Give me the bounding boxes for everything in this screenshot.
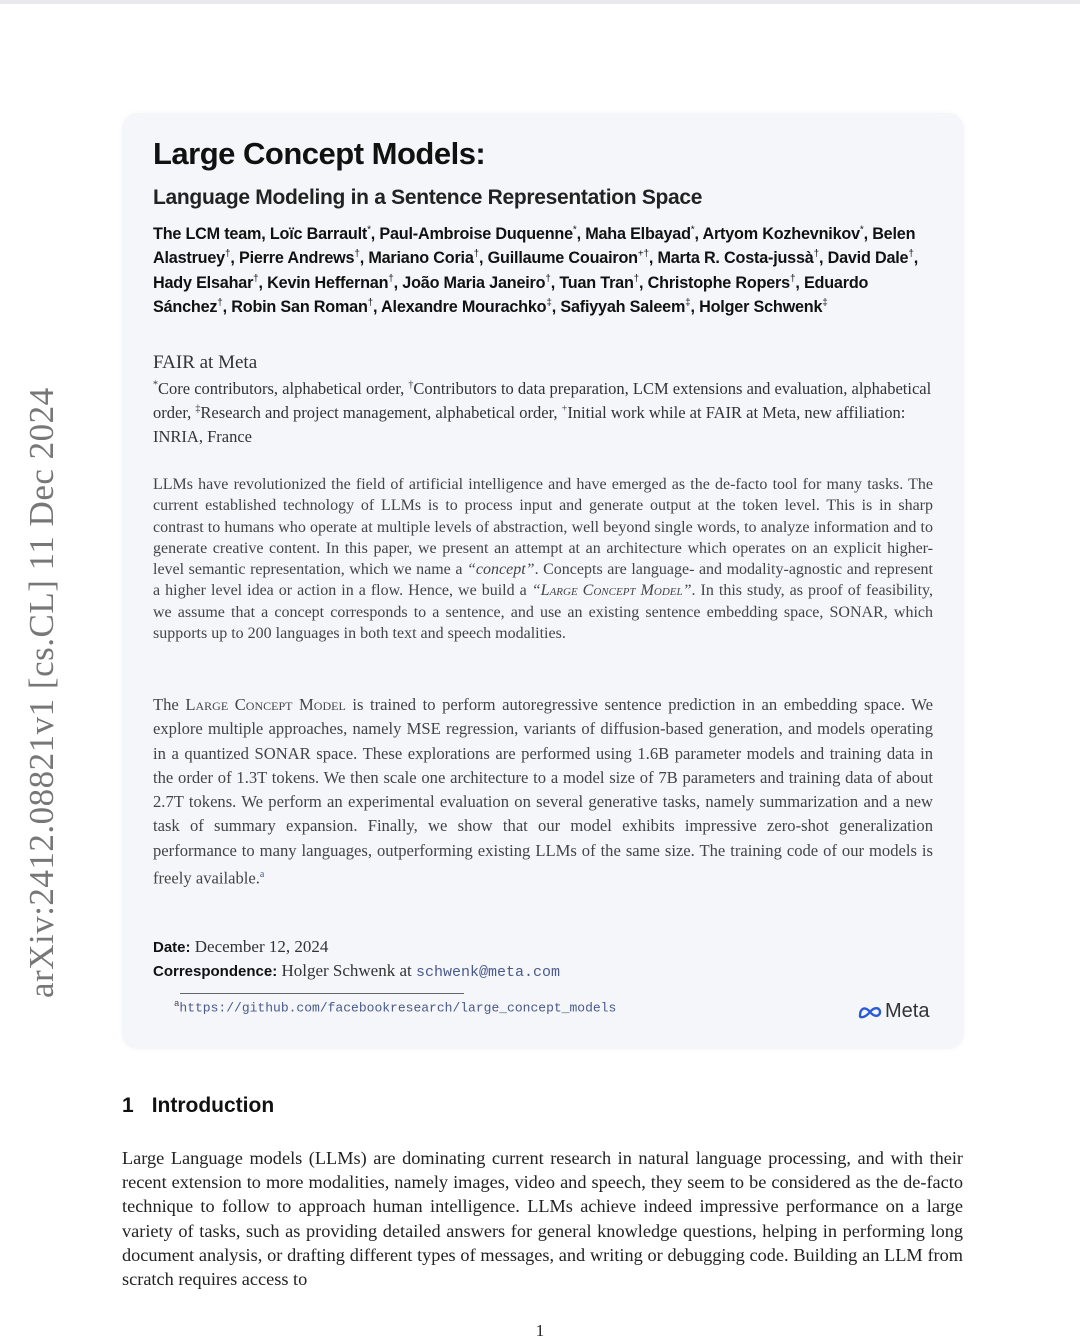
abstract-text: “Large Concept Model” (531, 582, 692, 600)
author-mark: † (789, 273, 796, 285)
author-name: The LCM team (153, 225, 262, 243)
author-name: Mariano Coria (368, 249, 474, 268)
note-mark: † (408, 379, 414, 391)
section-number: 1 (122, 1094, 134, 1117)
footnote-ref: a (259, 869, 265, 881)
correspondence-label: Correspondence: (153, 963, 278, 980)
paper-subtitle: Language Modeling in a Sentence Representation Space (153, 186, 703, 209)
abstract-text: . Concepts are language- and modality-agnostic and represent a higher level idea or action in a flow. Hence, we build a (153, 561, 934, 600)
author-name: João Maria Janeiro (402, 273, 546, 292)
author-list: The LCM team, Loïc Barrault*, Paul-Ambroise Duquenne*, Maha Elbayad*, Artyom Kozhevnikov*, Belen Alastruey†, Pierre Andrews†, Mariano Coria†, Guillaume Couairon+†, Marta R. Costa-jussà†, David Dale†, Hady Elsahar†, Kevin Heffernan†, João Maria Janeiro†, Tuan Tran†, Christophe Ropers†, Eduardo Sánchez†, Robin San Roman†, Alexandre Mourachko‡, Safiyyah Saleem‡, Holger Schwenk‡ (153, 224, 919, 316)
abstract-paragraph-1 (153, 474, 933, 644)
note-mark: ‡ (195, 403, 201, 415)
author-name: Belen Alastruey (153, 225, 916, 268)
author-mark: † (253, 273, 259, 285)
note-mark: + (561, 403, 568, 415)
author-mark: * (690, 224, 695, 236)
author-name: Eduardo Sánchez (153, 273, 869, 316)
arxiv-identifier: arXiv:2412.08821v1 [cs.CL] 11 Dec 2024 (22, 387, 61, 998)
author-mark: † (545, 273, 551, 285)
author-mark: † (354, 248, 360, 260)
author-name: David Dale (827, 249, 909, 268)
viewer-top-bar (0, 0, 1080, 4)
footnote-url-link[interactable]: https://github.com/facebookresearch/large_concept_models (179, 1000, 617, 1016)
footnote (174, 999, 616, 1015)
author-mark: ‡ (822, 297, 828, 309)
meta-logo (857, 1000, 929, 1023)
section-heading (122, 1094, 274, 1118)
author-name: Marta R. Costa-jussà (657, 249, 814, 268)
author-mark: † (388, 273, 394, 285)
abstract-text: LLMs have revolutionized the field of artificial intelligence and have emerged as the de-facto tool for many tasks. The current established technology of LLMs is to process input and generate output at the token level. This is in sharp contrast to humans who operate at multiple levels of abstraction, well beyond single words, to analyze information and to generate creative content. In this paper, we present an attempt at an architecture which operates on an explicit higher-level semantic representation, which we name a (153, 476, 933, 579)
abstract-paragraph-2 (153, 693, 933, 891)
author-name: Kevin Heffernan (267, 273, 389, 292)
author-mark: ‡ (685, 297, 691, 309)
author-name: Artyom Kozhevnikov (702, 225, 860, 243)
author-mark: * (572, 224, 577, 236)
correspondence-line (153, 961, 560, 981)
author-name: Robin San Roman (231, 297, 368, 316)
footnote-mark: a (174, 999, 180, 1009)
abstract-text: is trained to perform autoregressive sentence prediction in an embedding space. We explore multiple approaches, namely MSE regression, variants of diffusion-based generation, and models operating in a quantized SONAR space. These explorations are performed using 1.6B parameter models and training data in the order of 1.3T tokens. We then scale one architecture to a model size of 7B parameters and training data of about 2.7T tokens. We perform an experimental evaluation on several generative tasks, namely summarization and a new task of summary expansion. Finally, we show that our model exhibits impressive zero-shot generalization performance to many languages, outperforming existing LLMs of the same size. The training code of our models is freely available. (153, 695, 933, 888)
meta-infinity-icon (857, 1004, 883, 1020)
author-mark: † (908, 248, 914, 260)
author-name: Pierre Andrews (238, 249, 355, 268)
note-text: Core contributors, alphabetical order, (158, 379, 409, 398)
note-text: Initial work while at FAIR at Meta, new affiliation: INRIA, France (153, 403, 906, 447)
author-mark: † (367, 297, 374, 309)
page-number: 1 (535, 1321, 545, 1340)
note-text: Research and project management, alphabetical order, (200, 403, 562, 423)
author-mark: † (633, 273, 640, 285)
author-mark: † (217, 297, 223, 309)
section-title: Introduction (151, 1094, 275, 1117)
note-text: Contributors to data preparation, LCM extensions and evaluation, alphabetical order, (153, 379, 932, 423)
author-name: Christophe Ropers (647, 273, 790, 292)
correspondence-text: Holger Schwenk at (281, 961, 412, 980)
abstract-text: “concept” (467, 561, 535, 579)
note-mark: * (153, 379, 158, 391)
author-name: Alexandre Mourachko (381, 297, 547, 316)
author-mark: † (473, 248, 480, 260)
author-name: Safiyyah Saleem (560, 297, 686, 316)
abstract-text: The (153, 695, 186, 714)
affiliation: FAIR at Meta (153, 352, 258, 373)
author-name: Paul-Ambroise Duquenne (379, 225, 573, 243)
author-name: Tuan Tran (559, 273, 634, 292)
author-mark: ‡ (546, 297, 552, 309)
author-name: Loïc Barrault (269, 225, 368, 243)
author-name: Guillaume Couairon (487, 249, 638, 268)
abstract-text: . In this study, as proof of feasibility, we assume that a concept corresponds to a sentence, and use an existing sentence embedding space, SONAR, which supports up to 200 languages in both text and speech modalities. (153, 582, 934, 643)
paper-title: Large Concept Models: (153, 136, 486, 171)
author-mark: +† (637, 248, 649, 260)
author-name: Hady Elsahar (153, 273, 254, 292)
contribution-notes (153, 377, 938, 450)
meta-logo-text: Meta (885, 1000, 930, 1022)
footnote-rule (180, 993, 464, 994)
date-label: Date: (153, 939, 191, 956)
author-name: Holger Schwenk (699, 297, 823, 316)
correspondence-email-link[interactable]: schwenk@meta.com (416, 964, 561, 981)
author-mark: † (813, 248, 819, 260)
introduction-paragraph: Large Language models (LLMs) are dominating current research in natural language processing, and with their recent extension to more modalities, namely images, video and speech, they seem to be considered as the de-facto technique to follow to approach human intelligence. LLMs achieve indeed impressive performance on a large variety of tasks, such as providing detailed answers for general knowledge questions, helping in performing long document analysis, or drafting different types of messages, and writing or debugging code. Building an LLM from scratch requires access to (122, 1148, 963, 1290)
author-mark: * (859, 224, 864, 236)
author-name: Maha Elbayad (585, 225, 691, 243)
date-line (153, 937, 328, 957)
author-mark: † (224, 248, 231, 260)
abstract-text: Large Concept Model (185, 695, 346, 714)
author-mark: * (367, 224, 371, 236)
date-value: December 12, 2024 (194, 937, 329, 956)
